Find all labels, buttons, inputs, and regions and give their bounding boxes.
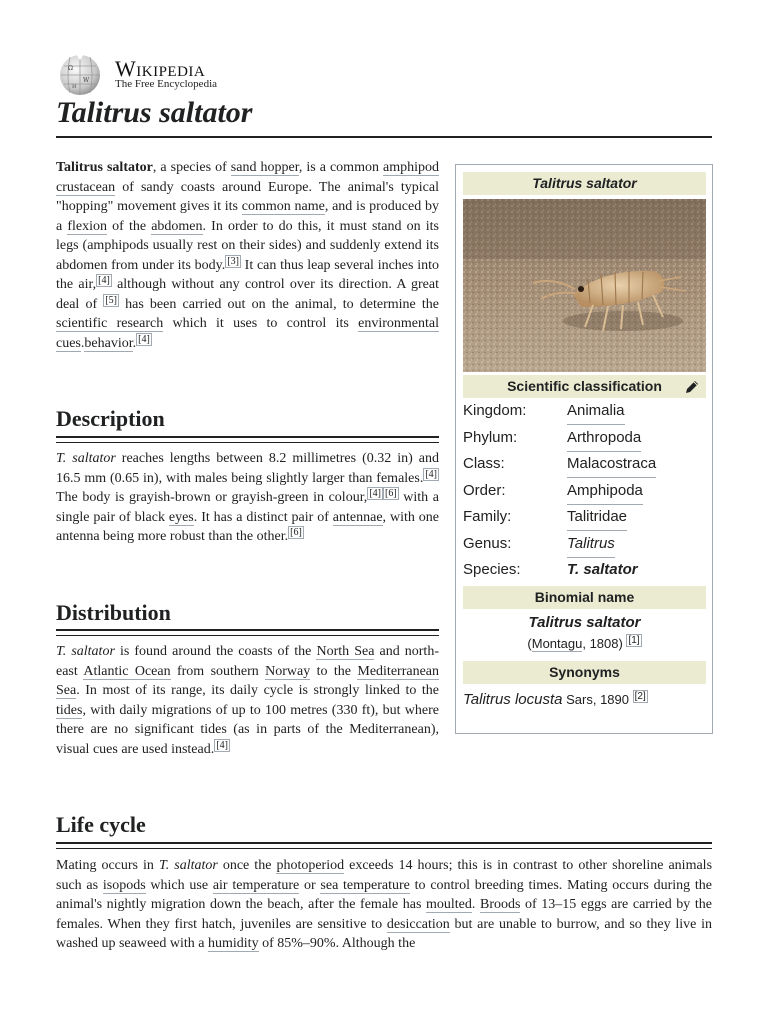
link-sea-temperature[interactable]: sea temperature [320, 877, 410, 893]
taxon-row-phylum: Phylum: Arthropoda [463, 425, 706, 451]
link-tides[interactable]: tides [56, 702, 83, 718]
link-animalia[interactable]: Animalia [567, 398, 625, 425]
intro-bold-name: Talitrus saltator [56, 160, 153, 175]
link-amphipod[interactable]: amphipod [383, 160, 439, 175]
link-moulted[interactable]: moulted [426, 897, 472, 912]
title-divider [56, 136, 712, 138]
taxon-row-genus: Genus: Talitrus [463, 531, 706, 557]
wikipedia-tagline: The Free Encyclopedia [115, 78, 218, 90]
link-amphipoda[interactable]: Amphipoda [567, 478, 643, 505]
svg-text:W: W [83, 77, 90, 84]
intro-paragraph: Talitrus saltator, a species of sand hopper, is a common amphipod crustacean of sandy coasts around Europe. The animal's typical "hopping" movement gives it its common name, and is produced by a flexion of the abdomen. In order to do this, it must stand on its legs (amphipods usually rest on their sides) and suddenly extend its abdomen from under its body. [3] It can thus leap several inches into the air, [4] although without any control over its direction. A great deal of [5] has been carried out on the animal, to determine the scientific research which it uses to control its environmental cues.behavior. [4] [56, 160, 440, 351]
link-environmental-cues[interactable]: environmental cues [56, 316, 439, 351]
link-isopods[interactable]: isopods [102, 877, 146, 893]
scientific-classification-header: Scientific classification [463, 375, 706, 398]
link-photoperiod[interactable]: photoperiod [276, 858, 345, 873]
page-title: Talitrus saltator [56, 96, 253, 129]
wikipedia-logo[interactable] [56, 54, 276, 98]
heading-distribution: Distribution [56, 600, 171, 625]
link-talitridae[interactable]: Talitridae [567, 504, 627, 531]
link-sand-hopper[interactable]: sand hopper [230, 160, 299, 175]
ref-4[interactable]: [4] [369, 488, 381, 499]
synonyms-header: Synonyms [463, 661, 706, 684]
link-montagu[interactable]: Montagu [531, 636, 583, 651]
link-desiccation[interactable]: desiccation [386, 916, 450, 932]
ref-4[interactable]: [4] [425, 468, 437, 480]
wikipedia-wordmark: Wikipedia [115, 56, 206, 81]
taxobox [455, 164, 713, 734]
ref-3[interactable]: [3] [227, 255, 239, 267]
link-abdomen[interactable]: abdomen [151, 218, 203, 234]
ref-4[interactable]: [4] [138, 333, 150, 345]
pencil-icon[interactable] [684, 379, 700, 395]
link-malacostraca[interactable]: Malacostraca [567, 451, 656, 478]
distribution-divider [56, 629, 439, 636]
ref-6[interactable]: [6] [384, 488, 397, 499]
link-antennae[interactable]: antennae [332, 509, 383, 525]
ref-4[interactable]: [4] [98, 275, 110, 286]
synonym-name: Talitrus locusta [463, 691, 563, 708]
link-crustacean[interactable]: crustacean [56, 179, 116, 195]
infobox-title: Talitrus saltator [463, 172, 706, 195]
svg-text:Ω: Ω [68, 65, 73, 72]
link-scientific-research[interactable]: scientific research [56, 316, 164, 331]
svg-text:И: И [72, 84, 77, 90]
sand-hopper-image [463, 199, 706, 372]
taxon-row-order: Order: Amphipoda [463, 478, 706, 504]
link-atlantic-ocean[interactable]: Atlantic Ocean [83, 663, 171, 679]
link-flexion[interactable]: flexion [67, 218, 108, 234]
taxon-row-species: Species: T. saltator [463, 557, 706, 583]
link-arthropoda[interactable]: Arthropoda [567, 425, 641, 452]
life-cycle-divider [56, 842, 712, 849]
link-air-temperature[interactable]: air temperature [212, 877, 300, 893]
link-broods[interactable]: Broods [480, 897, 521, 912]
ref-6[interactable]: [6] [290, 527, 302, 538]
wikipedia-globe-icon [56, 54, 104, 96]
link-talitrus[interactable]: Talitrus [567, 531, 615, 558]
link-mediterranean-sea[interactable]: Mediterranean Sea [56, 663, 439, 698]
binomial-authority: (Montagu, 1808) [1] [527, 635, 640, 651]
link-eyes[interactable]: eyes [168, 509, 194, 525]
binomial-name: Talitrus saltator [528, 614, 641, 631]
link-norway[interactable]: Norway [265, 663, 311, 679]
distribution-paragraph: T. saltator is found around the coasts of the North Sea and north-east Atlantic Ocean from southern Norway to the Mediterranean Sea. In most of its range, its daily cycle is strongly linked to the tides, with daily migrations of up to 100 metres (330 ft), but where there are no significant tides (as in parts of the Mediterranean), visual cues are used instead. [4] [56, 644, 439, 757]
heading-life-cycle: Life cycle [56, 812, 146, 837]
life-cycle-paragraph: Mating occurs in T. saltator once the photoperiod exceeds 14 hours; this is in contrast to other shoreline animals such as isopods which use air temperature or sea temperature to control breeding times. Mating occurs during the animal's nightly migration down the beach, after the female has moulted. Broods of 13–15 eggs are carried by the females. When they first hatch, juveniles are sensitive to desiccation but are unable to burrow, and so they live in washed up seaweed with a humidity of 85%–90%. Although the [56, 858, 713, 951]
synonym-entry: Talitrus locusta Sars, 1890 [2] [463, 691, 646, 708]
link-behavior[interactable]: behavior [84, 335, 133, 351]
description-divider [56, 436, 439, 443]
link-common-name[interactable]: common name [241, 199, 325, 214]
binomial-name-header: Binomial name [463, 586, 706, 609]
taxon-row-class: Class: Malacostraca [463, 451, 706, 477]
link-humidity[interactable]: humidity [208, 936, 259, 951]
taxon-row-family: Family: Talitridae [463, 504, 706, 530]
ref-1[interactable]: [1] [628, 635, 640, 646]
ref-4[interactable]: [4] [216, 739, 228, 751]
taxon-row-kingdom: Kingdom: Animalia [463, 398, 706, 424]
ref-5[interactable]: [5] [105, 294, 117, 306]
description-paragraph: T. saltator reaches lengths between 8.2 millimetres (0.32 in) and 16.5 mm (0.65 in), with males being slightly larger than females. [4] The body is grayish-brown or grayish-green in colour, [4] [6] with a single pair of black eyes. It has a distinct pair of antennae, with one antenna being more robust than the other. [6] [56, 451, 439, 544]
talitrus-photo[interactable] [463, 199, 706, 372]
link-north-sea[interactable]: North Sea [316, 644, 375, 659]
ref-2[interactable]: [2] [634, 691, 646, 702]
species-value: T. saltator [567, 561, 638, 578]
heading-description: Description [56, 406, 165, 431]
